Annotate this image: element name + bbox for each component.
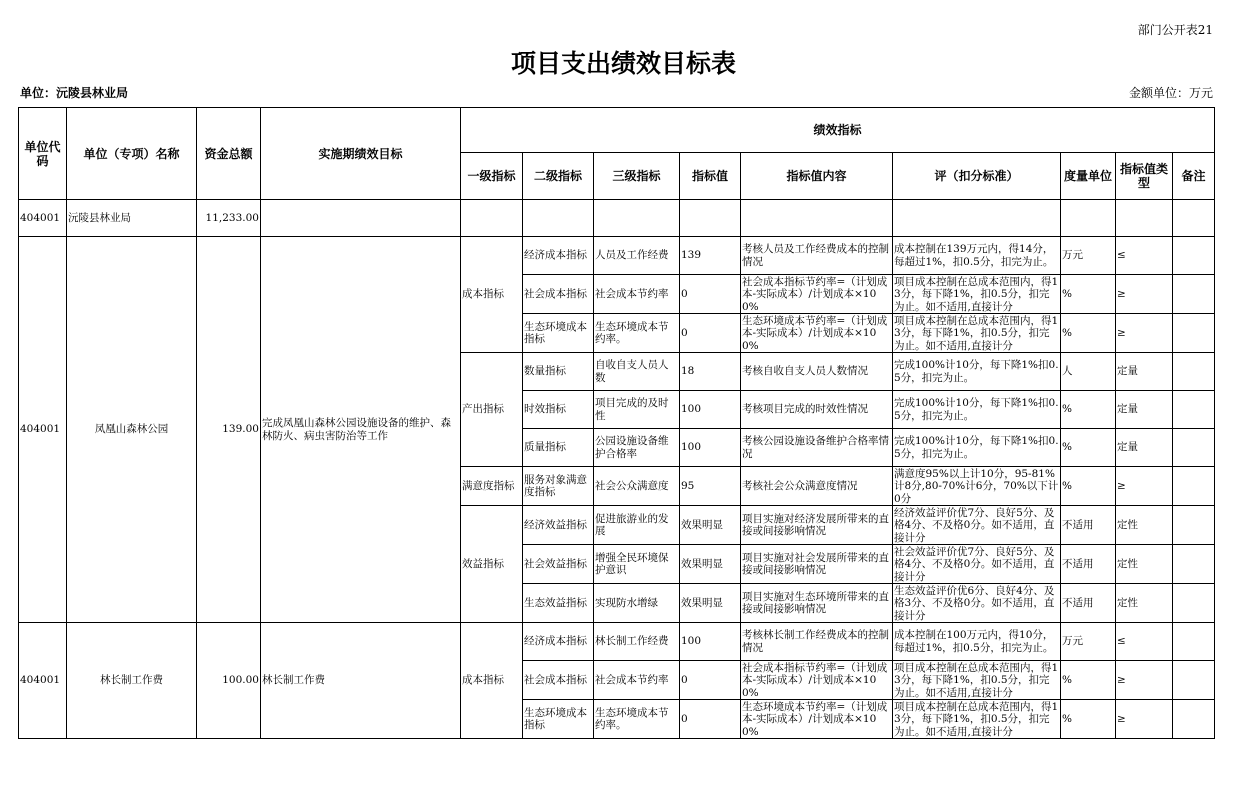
cell-content: 考核人员及工作经费成本的控制情况 <box>741 237 893 275</box>
cell-vtype: ≤ <box>1116 237 1173 275</box>
cell-measure: % <box>1061 314 1116 353</box>
cell-criteria <box>893 467 1061 506</box>
cell-measure: % <box>1061 429 1116 467</box>
cell-criteria <box>893 584 1061 623</box>
cell-vtype: 定量 <box>1116 353 1173 391</box>
header-code: 单位代码 <box>19 108 67 200</box>
cell-empty <box>741 200 893 237</box>
criteria-text: 项目成本控制在总成本范围内，得13分，每下降1%，扣0.5分，扣完为止。如不适用,直接计分 <box>894 661 1059 699</box>
cell-value: 100 <box>680 623 741 661</box>
header-criteria: 评（扣分标准） <box>893 153 1061 200</box>
cell-note <box>1173 545 1215 584</box>
cell-lvl3: 林长制工作经费 <box>594 623 680 661</box>
criteria-text: 项目成本控制在总成本范围内，得13分，每下降1%，扣0.5分，扣完为止。如不适用,直接计分 <box>894 314 1059 352</box>
cell-measure: % <box>1061 467 1116 506</box>
content-text: 生态环境成本节约率=（计划成本-实际成本）/计划成本×100% <box>742 700 888 738</box>
header-total: 资金总额 <box>197 108 261 200</box>
cell-vtype: ≥ <box>1116 661 1173 700</box>
cell-criteria <box>893 545 1061 584</box>
cell-lvl1: 成本指标 <box>461 623 523 739</box>
cell-content <box>741 275 893 314</box>
cell-lvl3: 社会成本节约率 <box>594 661 680 700</box>
cell-criteria <box>893 314 1061 353</box>
cell-content: 考核公园设施设备维护合格率情况 <box>741 429 893 467</box>
cell-lvl2: 社会成本指标 <box>523 661 594 700</box>
header-note: 备注 <box>1173 153 1215 200</box>
header-measure: 度量单位 <box>1061 153 1116 200</box>
money-unit-label: 金额单位：万元 <box>1128 86 1213 100</box>
criteria-text: 项目成本控制在总成本范围内，得13分，每下降1%，扣0.5分，扣完为止。如不适用,直接计分 <box>894 275 1059 313</box>
page-title: 项目支出绩效目标表 <box>510 49 736 78</box>
cell-note <box>1173 661 1215 700</box>
cell-criteria: 完成100%计10分，每下降1%扣0.5分，扣完为止。 <box>893 429 1061 467</box>
cell-lvl2: 经济成本指标 <box>523 237 594 275</box>
cell-vtype: 定性 <box>1116 584 1173 623</box>
cell-measure: 不适用 <box>1061 506 1116 545</box>
cell-code: 404001 <box>19 623 67 739</box>
summary-row <box>19 200 1215 237</box>
cell-name: 凤凰山森林公园 <box>67 237 197 623</box>
cell-lvl1: 产出指标 <box>461 353 523 467</box>
cell-measure: 不适用 <box>1061 584 1116 623</box>
cell-vtype: 定性 <box>1116 545 1173 584</box>
cell-vtype: ≤ <box>1116 623 1173 661</box>
cell-lvl3: 社会成本节约率 <box>594 275 680 314</box>
cell-empty <box>1173 200 1215 237</box>
cell-value: 0 <box>680 314 741 353</box>
cell-lvl3: 自收自支人员人数 <box>594 353 680 391</box>
cell-criteria <box>893 275 1061 314</box>
cell-lvl3: 实现防水增绿 <box>594 584 680 623</box>
cell-value: 效果明显 <box>680 506 741 545</box>
cell-value: 100 <box>680 429 741 467</box>
cell-value: 0 <box>680 275 741 314</box>
cell-lvl3: 增强全民环境保护意识 <box>594 545 680 584</box>
cell-content: 考核社会公众满意度情况 <box>741 467 893 506</box>
cell-vtype: ≥ <box>1116 275 1173 314</box>
cell-measure: 人 <box>1061 353 1116 391</box>
cell-measure: 不适用 <box>1061 545 1116 584</box>
content-text: 社会成本指标节约率=（计划成本-实际成本）/计划成本×100% <box>742 661 888 699</box>
cell-lvl2: 社会成本指标 <box>523 275 594 314</box>
cell-content <box>741 700 893 739</box>
cell-criteria <box>893 700 1061 739</box>
cell-lvl2: 服务对象满意度指标 <box>523 467 594 506</box>
cell-vtype: 定量 <box>1116 429 1173 467</box>
cell-empty <box>461 200 523 237</box>
cell-vtype: ≥ <box>1116 700 1173 739</box>
cell-goal: 完成凤凰山森林公园设施设备的维护、森林防火、病虫害防治等工作 <box>261 237 461 623</box>
cell-criteria <box>893 661 1061 700</box>
cell-lvl3: 项目完成的及时性 <box>594 391 680 429</box>
criteria-text: 生态效益评价优6分、良好4分、及格3分、不及格0分。如不适用，直接计分 <box>894 584 1055 622</box>
cell-lvl2: 生态效益指标 <box>523 584 594 623</box>
page-number: 部门公开表21 <box>1137 23 1213 37</box>
cell-empty <box>680 200 741 237</box>
cell-note <box>1173 275 1215 314</box>
cell-lvl3: 促进旅游业的发展 <box>594 506 680 545</box>
header-indicators: 绩效指标 <box>461 108 1215 153</box>
cell-note <box>1173 700 1215 739</box>
cell-measure: % <box>1061 700 1116 739</box>
cell-note <box>1173 584 1215 623</box>
header-value: 指标值 <box>680 153 741 200</box>
cell-measure: % <box>1061 391 1116 429</box>
cell-measure: 万元 <box>1061 237 1116 275</box>
cell-value: 0 <box>680 661 741 700</box>
cell-content: 考核项目完成的时效性情况 <box>741 391 893 429</box>
cell-note <box>1173 623 1215 661</box>
header-content: 指标值内容 <box>741 153 893 200</box>
header-name: 单位（专项）名称 <box>67 108 197 200</box>
cell-content: 考核林长制工作经费成本的控制情况 <box>741 623 893 661</box>
cell-total: 100.00 <box>197 623 261 739</box>
cell-lvl3: 人员及工作经费 <box>594 237 680 275</box>
cell-note <box>1173 314 1215 353</box>
cell-measure: 万元 <box>1061 623 1116 661</box>
cell-value: 139 <box>680 237 741 275</box>
criteria-text: 社会效益评价优7分、良好5分、及格4分、不及格0分。如不适用，直接计分 <box>894 545 1055 583</box>
performance-table <box>18 107 1215 739</box>
cell-note <box>1173 467 1215 506</box>
cell-empty <box>893 200 1061 237</box>
cell-lvl2: 经济效益指标 <box>523 506 594 545</box>
cell-content: 项目实施对社会发展所带来的直接或间接影响情况 <box>741 545 893 584</box>
cell-content: 项目实施对生态环境所带来的直接或间接影响情况 <box>741 584 893 623</box>
cell-note <box>1173 391 1215 429</box>
cell-empty <box>1061 200 1116 237</box>
criteria-text: 项目成本控制在总成本范围内，得13分，每下降1%，扣0.5分，扣完为止。如不适用,直接计分 <box>894 700 1059 738</box>
cell-content: 项目实施对经济发展所带来的直接或间接影响情况 <box>741 506 893 545</box>
cell-note <box>1173 429 1215 467</box>
cell-total: 139.00 <box>197 237 261 623</box>
cell-empty <box>1116 200 1173 237</box>
cell-criteria: 完成100%计10分，每下降1%扣0.5分，扣完为止。 <box>893 353 1061 391</box>
cell-value: 0 <box>680 700 741 739</box>
criteria-text: 满意度95%以上计10分，95-81%计8分,80-70%计6分，70%以下计0分 <box>894 467 1059 505</box>
cell-code: 404001 <box>19 237 67 623</box>
cell-lvl2: 生态环境成本指标 <box>523 700 594 739</box>
cell-content: 考核自收自支人员人数情况 <box>741 353 893 391</box>
cell-lvl3: 生态环境成本节约率。 <box>594 314 680 353</box>
cell-lvl3: 公园设施设备维护合格率 <box>594 429 680 467</box>
cell-criteria <box>893 506 1061 545</box>
cell-content <box>741 661 893 700</box>
content-text: 生态环境成本节约率=（计划成本-实际成本）/计划成本×100% <box>742 314 888 352</box>
table-row <box>19 623 1215 661</box>
cell-lvl2: 生态环境成本指标 <box>523 314 594 353</box>
cell-lvl1: 满意度指标 <box>461 467 523 506</box>
cell-value: 18 <box>680 353 741 391</box>
cell-criteria: 完成100%计10分，每下降1%扣0.5分，扣完为止。 <box>893 391 1061 429</box>
header-goal: 实施期绩效目标 <box>261 108 461 200</box>
cell-empty <box>594 200 680 237</box>
cell-lvl2: 质量指标 <box>523 429 594 467</box>
cell-name: 林长制工作费 <box>67 623 197 739</box>
cell-note <box>1173 237 1215 275</box>
cell-lvl2: 时效指标 <box>523 391 594 429</box>
cell-vtype: ≥ <box>1116 314 1173 353</box>
cell-value: 效果明显 <box>680 584 741 623</box>
cell-name: 沅陵县林业局 <box>67 200 197 237</box>
cell-empty <box>523 200 594 237</box>
cell-vtype: ≥ <box>1116 467 1173 506</box>
cell-measure: % <box>1061 275 1116 314</box>
cell-lvl3: 生态环境成本节约率。 <box>594 700 680 739</box>
cell-note <box>1173 506 1215 545</box>
cell-lvl3: 社会公众满意度 <box>594 467 680 506</box>
header-lvl2: 二级指标 <box>523 153 594 200</box>
cell-content <box>741 314 893 353</box>
header-vtype: 指标值类型 <box>1116 153 1173 200</box>
cell-criteria: 成本控制在139万元内，得14分，每超过1%，扣0.5分，扣完为止。 <box>893 237 1061 275</box>
unit-label: 单位：沅陵县林业局 <box>20 86 129 100</box>
cell-lvl2: 经济成本指标 <box>523 623 594 661</box>
cell-lvl1: 成本指标 <box>461 237 523 353</box>
cell-value: 效果明显 <box>680 545 741 584</box>
cell-code: 404001 <box>19 200 67 237</box>
content-text: 社会成本指标节约率=（计划成本-实际成本）/计划成本×100% <box>742 275 888 313</box>
cell-measure: % <box>1061 661 1116 700</box>
cell-criteria: 成本控制在100万元内，得10分，每超过1%，扣0.5分，扣完为止。 <box>893 623 1061 661</box>
header-lvl1: 一级指标 <box>461 153 523 200</box>
cell-vtype: 定量 <box>1116 391 1173 429</box>
header-lvl3: 三级指标 <box>594 153 680 200</box>
cell-lvl2: 社会效益指标 <box>523 545 594 584</box>
cell-lvl1: 效益指标 <box>461 506 523 623</box>
cell-empty <box>261 200 461 237</box>
criteria-text: 经济效益评价优7分、良好5分、及格4分、不及格0分。如不适用，直接计分 <box>894 506 1055 544</box>
cell-value: 95 <box>680 467 741 506</box>
cell-total: 11,233.00 <box>197 200 261 237</box>
cell-lvl2: 数量指标 <box>523 353 594 391</box>
cell-note <box>1173 353 1215 391</box>
cell-value: 100 <box>680 391 741 429</box>
cell-vtype: 定性 <box>1116 506 1173 545</box>
table-row <box>19 237 1215 275</box>
cell-goal: 林长制工作费 <box>261 623 461 739</box>
